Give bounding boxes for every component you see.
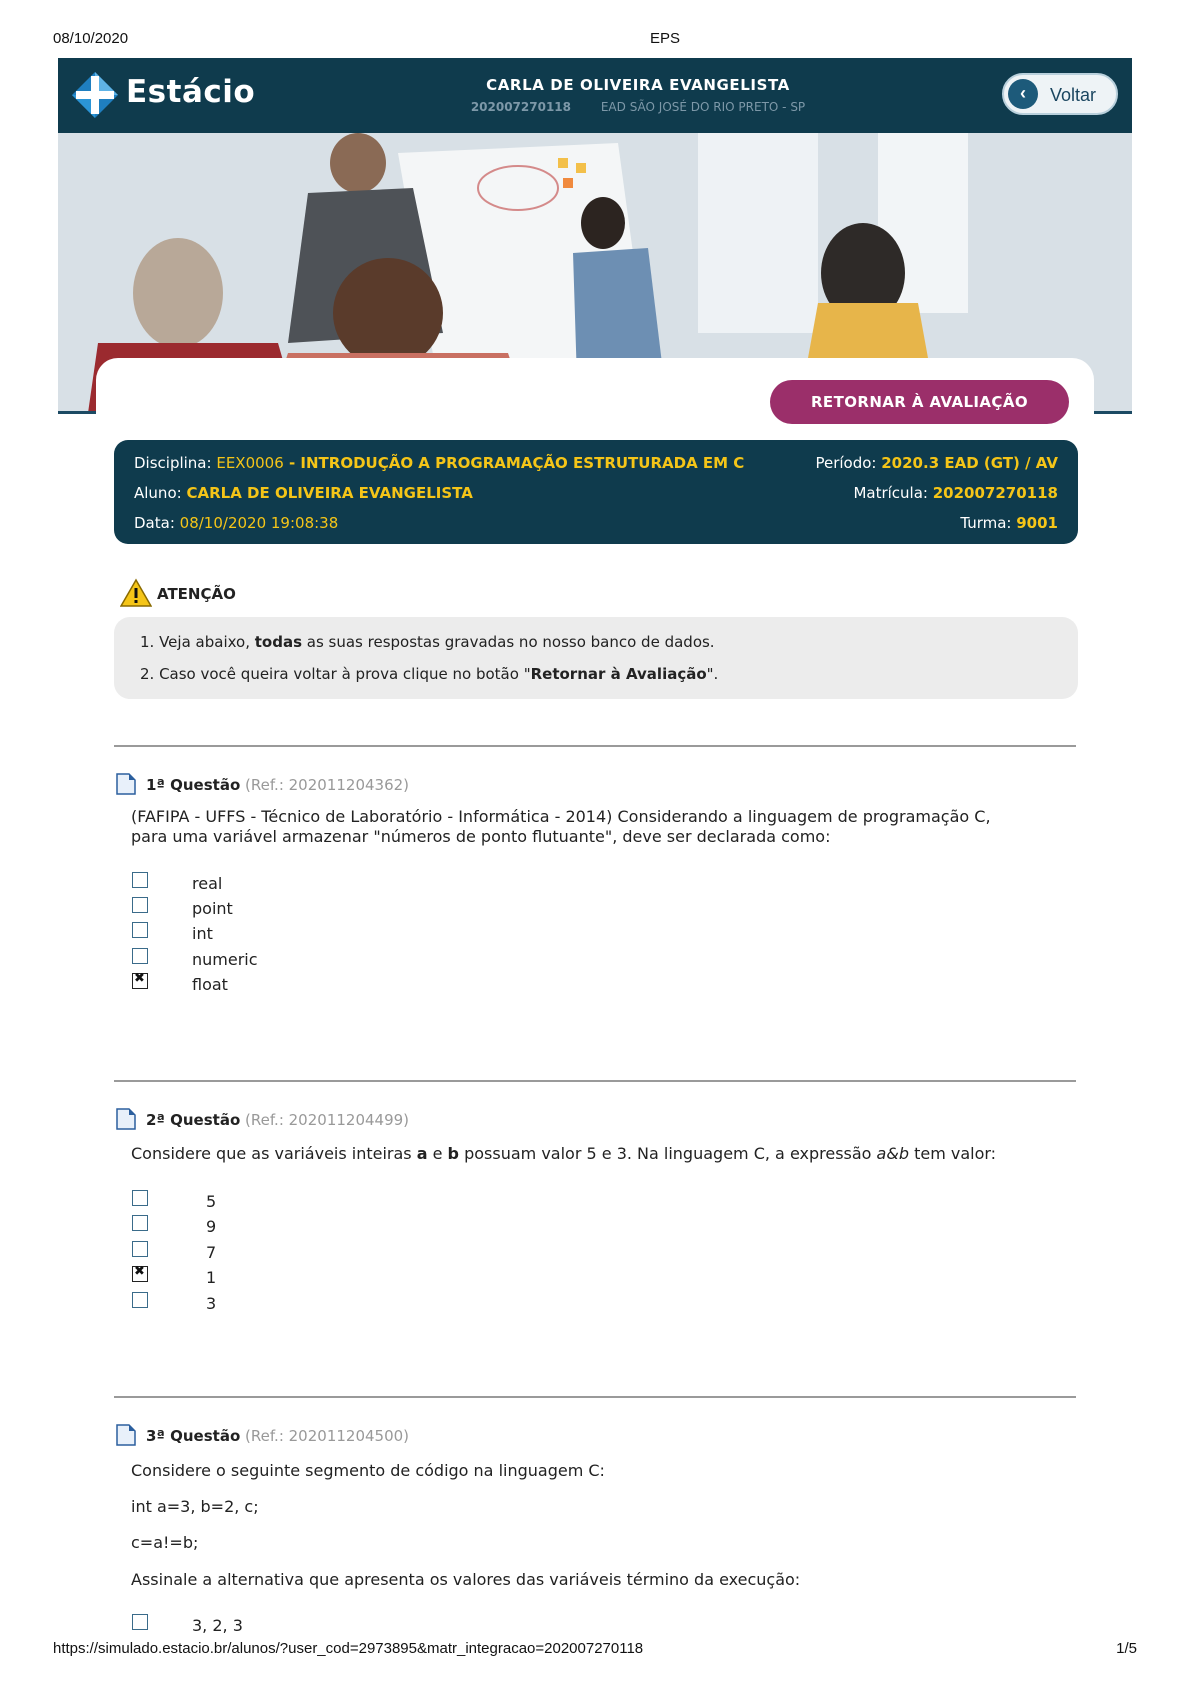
- top-bar: [58, 58, 1132, 133]
- option-label: 5: [206, 1192, 217, 1211]
- matricula-field: [853, 484, 1058, 502]
- option-checkbox-checked[interactable]: [132, 973, 148, 989]
- disciplina-field: [134, 454, 744, 472]
- question-text: Considere o seguinte segmento de código na linguagem C:: [131, 1461, 605, 1480]
- question-number: 1ª Questão: [146, 776, 241, 794]
- option-checkbox-checked[interactable]: [132, 1266, 148, 1282]
- brand-name: Estácio: [126, 74, 256, 110]
- option-label: 1: [206, 1268, 217, 1287]
- periodo-value: 2020.3 EAD (GT) / AV: [881, 454, 1058, 472]
- question-text: (FAFIPA - UFFS - Técnico de Laboratório - Informática - 2014) Considerando a linguagem de programação C, para uma variável armazenar "números de ponto flutuante", deve ser declarada como:: [131, 807, 991, 846]
- matricula-label: Matrícula:: [853, 484, 928, 502]
- option-checkbox[interactable]: [132, 1614, 148, 1630]
- print-header: [0, 30, 1191, 50]
- data-field: [134, 514, 338, 532]
- option-label: 3: [206, 1294, 217, 1313]
- question-header: [146, 776, 409, 794]
- option-checkbox[interactable]: [132, 1292, 148, 1308]
- document-icon: [116, 1424, 136, 1446]
- question-divider: [114, 745, 1076, 747]
- student-matricula: 202007270118: [470, 100, 572, 114]
- option-checkbox[interactable]: [132, 1241, 148, 1257]
- turma-field: [960, 514, 1058, 532]
- document-icon: [116, 773, 136, 795]
- document-icon: [116, 1108, 136, 1130]
- option-checkbox[interactable]: [132, 1215, 148, 1231]
- print-title: EPS: [649, 30, 680, 47]
- matricula-value: 202007270118: [932, 484, 1058, 502]
- chevron-left-icon: ‹: [1008, 79, 1038, 109]
- aluno-label: Aluno:: [134, 484, 182, 502]
- periodo-field: [815, 454, 1058, 472]
- warning-icon: [120, 578, 152, 608]
- turma-label: Turma:: [960, 514, 1012, 532]
- option-label: real: [192, 874, 223, 893]
- student-name: CARLA DE OLIVEIRA EVANGELISTA: [486, 76, 790, 94]
- question-text: Considere que as variáveis inteiras a e b possuam valor 5 e 3. Na linguagem C, a expressão a&b tem valor:: [131, 1144, 997, 1163]
- question-divider: [114, 1396, 1076, 1398]
- print-date: 08/10/2020: [53, 30, 129, 47]
- attention-item-1: 1. Veja abaixo, todas as suas respostas gravadas no nosso banco de dados.: [140, 633, 715, 651]
- option-label: int: [192, 924, 213, 943]
- aluno-value: CARLA DE OLIVEIRA EVANGELISTA: [186, 484, 473, 502]
- data-label: Data:: [134, 514, 175, 532]
- attention-title: ATENÇÃO: [157, 585, 236, 603]
- option-checkbox[interactable]: [132, 922, 148, 938]
- option-checkbox[interactable]: [132, 872, 148, 888]
- periodo-label: Período:: [815, 454, 877, 472]
- option-label: float: [192, 975, 228, 994]
- question-number: 2ª Questão: [146, 1111, 241, 1129]
- attention-box: [114, 617, 1078, 699]
- data-value: 08/10/2020 19:08:38: [179, 514, 339, 532]
- print-page-number: 1/5: [1116, 1640, 1137, 1657]
- disciplina-name: - INTRODUÇÃO A PROGRAMAÇÃO ESTRUTURADA EM C: [283, 454, 745, 472]
- print-footer: [0, 1640, 1191, 1660]
- turma-value: 9001: [1016, 514, 1058, 532]
- disciplina-code: EEX0006: [216, 454, 284, 472]
- option-label: 3, 2, 3: [192, 1616, 243, 1635]
- option-checkbox[interactable]: [132, 897, 148, 913]
- back-button[interactable]: [1002, 73, 1118, 115]
- code-line: int a=3, b=2, c;: [131, 1497, 259, 1516]
- option-label: 7: [206, 1243, 217, 1262]
- disciplina-label: Disciplina:: [134, 454, 212, 472]
- option-label: point: [192, 899, 233, 918]
- question-divider: [114, 1080, 1076, 1082]
- question-ref: (Ref.: 202011204362): [245, 776, 410, 794]
- question-ref: (Ref.: 202011204499): [245, 1111, 410, 1129]
- return-to-evaluation-button[interactable]: RETORNAR À AVALIAÇÃO: [770, 380, 1069, 424]
- exam-info-panel: [114, 440, 1078, 544]
- option-checkbox[interactable]: [132, 1190, 148, 1206]
- question-header: [146, 1111, 409, 1129]
- print-url: https://simulado.estacio.br/alunos/?user_cod=2973895&matr_integracao=202007270118: [53, 1640, 644, 1657]
- student-campus: EAD SÃO JOSÉ DO RIO PRETO - SP: [600, 100, 806, 114]
- back-button-label: Voltar: [1050, 85, 1097, 105]
- aluno-field: [134, 484, 473, 502]
- question-header: [146, 1427, 409, 1445]
- question-ref: (Ref.: 202011204500): [245, 1427, 410, 1445]
- question-text: Assinale a alternativa que apresenta os valores das variáveis término da execução:: [131, 1570, 801, 1589]
- option-label: numeric: [192, 950, 258, 969]
- attention-item-2: 2. Caso você queira voltar à prova clique no botão "Retornar à Avaliação".: [140, 665, 719, 683]
- option-label: 9: [206, 1217, 217, 1236]
- code-line: c=a!=b;: [131, 1533, 199, 1552]
- option-checkbox[interactable]: [132, 948, 148, 964]
- question-number: 3ª Questão: [146, 1427, 241, 1445]
